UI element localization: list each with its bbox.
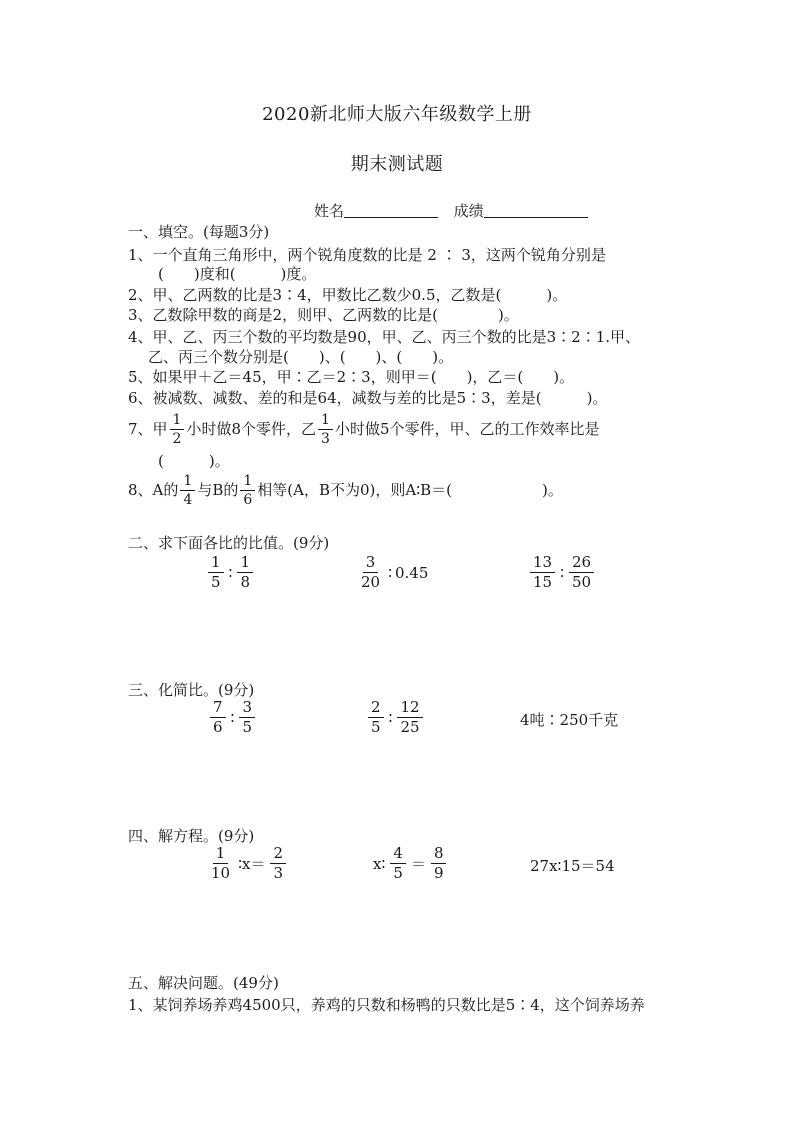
question-7-prefix: 7、甲 (128, 420, 168, 438)
fraction (368, 700, 384, 735)
equation-3: 27x∶15＝54 (530, 857, 615, 875)
question-8-prefix: 8、A的 (128, 481, 179, 499)
numerator: 2 (368, 700, 384, 718)
numerator: 4 (390, 846, 406, 864)
ratio-expression-1 (206, 555, 255, 590)
fraction (390, 846, 406, 881)
fraction (397, 700, 422, 735)
denominator: 5 (242, 718, 252, 736)
numerator: 2 (270, 846, 286, 864)
denominator: 6 (213, 718, 223, 736)
question-6: 6、被减数、减数、差的和是64，减数与差的比是5∶3，差是( )。 (128, 389, 608, 407)
question-8-middle: 与B的 (197, 481, 239, 499)
fraction (180, 474, 195, 507)
score-field[interactable] (484, 203, 588, 218)
denominator: 2 (172, 430, 182, 447)
decimal-value: 0.45 (395, 563, 429, 582)
numerator: 3 (239, 700, 255, 718)
numerator: 1 (170, 413, 185, 430)
numerator: 1 (237, 555, 253, 573)
question-8 (128, 470, 563, 510)
numerator: 1 (208, 555, 224, 573)
question-8-suffix: 相等(A，B不为0)，则A∶B＝( )。 (257, 481, 563, 499)
question-2: 2、甲、乙两数的比是3∶4，甲数比乙数少0.5，乙数是( )。 (128, 286, 568, 304)
section-1-heading: 一、填空。(每题3分) (128, 223, 270, 241)
denominator: 9 (433, 864, 444, 882)
numerator: 7 (210, 700, 226, 718)
numerator: 1 (180, 474, 195, 491)
name-score-line (314, 201, 588, 221)
section-3-heading: 三、化简比。(9分) (128, 681, 255, 699)
numerator: 8 (431, 846, 447, 864)
simplify-expression-2 (366, 700, 425, 735)
section-5-heading: 五、解决问题。(49分) (128, 974, 279, 992)
word-problem-1: 1、某饲养场养鸡4500只，养鸡的只数和杨鸭的只数比是5∶4，这个饲养场养 (128, 996, 645, 1014)
numerator: 12 (397, 700, 422, 718)
denominator: 20 (361, 573, 381, 591)
denominator: 15 (533, 573, 553, 591)
ratio-operator: ∶ (230, 708, 235, 727)
numerator: 13 (530, 555, 555, 573)
fraction (208, 555, 224, 590)
denominator: 25 (400, 718, 420, 736)
question-4-line-1: 4、甲、乙、丙三个数的平均数是90，甲、乙、丙三个数的比是3∶2∶1.甲、 (128, 328, 641, 346)
numerator: 26 (569, 555, 594, 573)
fraction (240, 474, 255, 507)
name-label: 姓名 (314, 202, 345, 220)
equation-1 (206, 846, 288, 881)
question-7-middle: 小时做8个零件，乙 (186, 420, 317, 438)
fraction (270, 846, 286, 881)
question-1-line-2: ( )度和( )度。 (158, 265, 317, 283)
denominator: 5 (393, 864, 403, 882)
numerator: 1 (318, 413, 333, 430)
name-field[interactable] (344, 203, 438, 218)
denominator: 4 (183, 491, 193, 508)
fraction (569, 555, 594, 590)
fraction (170, 413, 185, 446)
question-7-line-1 (128, 409, 599, 449)
fraction (210, 700, 226, 735)
denominator: 6 (243, 491, 253, 508)
fraction (318, 413, 333, 446)
page-subtitle: 期末测试题 (350, 154, 444, 175)
fraction (208, 846, 233, 881)
page-title: 2020新北师大版六年级数学上册 (262, 104, 532, 125)
fraction (358, 555, 383, 590)
numerator: 1 (213, 846, 229, 864)
equals-sign: ＝ (410, 855, 426, 873)
equation-2 (370, 846, 448, 881)
simplify-expression-3: 4吨∶250千克 (520, 711, 619, 729)
numerator: 3 (363, 555, 379, 573)
equation-middle: ∶x＝ (238, 855, 266, 873)
fraction (530, 555, 555, 590)
denominator: 50 (572, 573, 592, 591)
denominator: 10 (211, 864, 231, 882)
score-label: 成绩 (453, 202, 484, 220)
question-5: 5、如果甲＋乙＝45，甲∶乙＝2∶3，则甲＝( )，乙＝( )。 (128, 368, 575, 386)
section-4-heading: 四、解方程。(9分) (128, 827, 255, 845)
fraction (237, 555, 253, 590)
denominator: 5 (211, 573, 221, 591)
equation-prefix: x∶ (373, 854, 386, 873)
denominator: 8 (240, 573, 250, 591)
section-2-heading: 二、求下面各比的比值。(9分) (128, 534, 330, 552)
ratio-expression-3 (528, 555, 596, 590)
fraction (431, 846, 447, 881)
denominator: 3 (273, 864, 284, 882)
question-7-line-2: ( )。 (158, 452, 230, 470)
ratio-expression-2 (356, 555, 428, 590)
denominator: 3 (321, 430, 330, 447)
question-1-line-1: 1、一个直角三角形中，两个锐角度数的比是 2 ∶ 3，这两个锐角分别是 (128, 246, 606, 264)
question-4-line-2: 乙、丙三个数分别是( )、( )、( )。 (148, 348, 454, 366)
question-7-suffix: 小时做5个零件，甲、乙的工作效率比是 (334, 420, 600, 438)
ratio-operator: ∶ (388, 563, 392, 582)
ratio-operator: ∶ (228, 563, 233, 582)
fraction (239, 700, 255, 735)
ratio-operator: ∶ (560, 563, 564, 582)
denominator: 5 (371, 718, 381, 736)
question-3: 3、乙数除甲数的商是2，则甲、乙两数的比是( )。 (128, 306, 519, 324)
numerator: 1 (240, 474, 255, 491)
ratio-operator: ∶ (388, 708, 393, 727)
simplify-expression-1 (208, 700, 257, 735)
